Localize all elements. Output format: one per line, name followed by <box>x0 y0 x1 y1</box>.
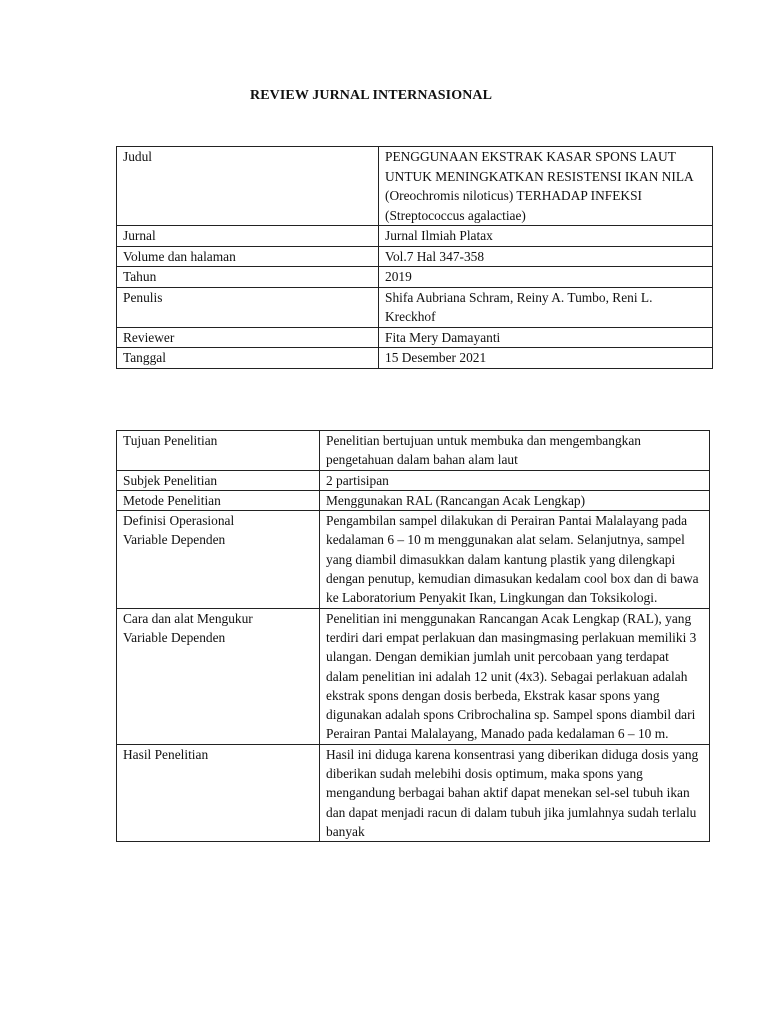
row-value-judul: PENGGUNAAN EKSTRAK KASAR SPONS LAUT UNTUK MENINGKATKAN RESISTENSI IKAN NILA (Oreochromis niloticus) TERHADAP INFEKSI (Streptococcus agalactiae) <box>379 147 713 226</box>
table-row <box>117 511 710 608</box>
row-label-tujuan: Tujuan Penelitian <box>117 431 320 471</box>
row-value-cara: Penelitian ini menggunakan Rancangan Acak Lengkap (RAL), yang terdiri dari empat perlakuan dan masingmasing perlakuan memiliki 3 ulangan. Dengan demikian jumlah unit percobaan yang terdapat dalam penelitian ini adalah 12 unit (4x3). Sebagai perlakuan adalah ekstrak spons dengan dosis berbeda, Ekstrak kasar spons yang digunakan adalah spons Cribrochalina sp. Sampel spons diambil dari Perairan Pantai Malalayang, Manado pada kedalaman 6 – 10 m. <box>320 608 710 744</box>
row-value-jurnal: Jurnal Ilmiah Platax <box>379 226 713 247</box>
table-row <box>117 147 713 226</box>
row-label-tanggal: Tanggal <box>117 348 379 369</box>
row-value-penulis: Shifa Aubriana Schram, Reiny A. Tumbo, Reni L. Kreckhof <box>379 287 713 327</box>
table-row <box>117 287 713 327</box>
table-row <box>117 490 710 510</box>
table-row <box>117 327 713 348</box>
row-value-tanggal: 15 Desember 2021 <box>379 348 713 369</box>
row-label-subjek: Subjek Penelitian <box>117 470 320 490</box>
table-row <box>117 431 710 471</box>
row-label-judul: Judul <box>117 147 379 226</box>
row-value-tahun: 2019 <box>379 267 713 288</box>
row-label-tahun: Tahun <box>117 267 379 288</box>
row-label-metode: Metode Penelitian <box>117 490 320 510</box>
row-value-volume: Vol.7 Hal 347-358 <box>379 246 713 267</box>
table-row <box>117 608 710 744</box>
table-row <box>117 470 710 490</box>
table-row <box>117 246 713 267</box>
row-value-definisi: Pengambilan sampel dilakukan di Perairan Pantai Malalayang pada kedalaman 6 – 10 m menggunakan alat selam. Selanjutnya, sampel yang diambil dimasukkan dalam kantung plastik yang dilengkapi dengan penutup, kemudian dimasukan kedalam cool box dan di bawa ke Laboratorium Penyakit Ikan, Lingkungan dan Toksikologi. <box>320 511 710 608</box>
table-row <box>117 226 713 247</box>
row-value-metode: Menggunakan RAL (Rancangan Acak Lengkap) <box>320 490 710 510</box>
row-label-cara: Cara dan alat Mengukur Variable Dependen <box>117 608 320 744</box>
row-label-reviewer: Reviewer <box>117 327 379 348</box>
row-value-subjek: 2 partisipan <box>320 470 710 490</box>
table-row <box>117 348 713 369</box>
row-label-jurnal: Jurnal <box>117 226 379 247</box>
page-title-text: REVIEW JURNAL INTERNASIONAL <box>250 88 493 103</box>
table-row <box>117 744 710 841</box>
journal-info-table <box>116 146 713 369</box>
row-value-tujuan: Penelitian bertujuan untuk membuka dan mengembangkan pengetahuan dalam bahan alam laut <box>320 431 710 471</box>
row-value-hasil: Hasil ini diduga karena konsentrasi yang diberikan diduga dosis yang diberikan sudah melebihi dosis optimum, maka spons yang mengandung berbagai bahan aktif dapat menekan sel-sel tubuh ikan dan dapat menjadi racun di dalam tubuh jika jumlahnya sudah terlalu banyak <box>320 744 710 841</box>
row-label-volume: Volume dan halaman <box>117 246 379 267</box>
row-label-hasil: Hasil Penelitian <box>117 744 320 841</box>
review-table <box>116 430 710 842</box>
row-label-penulis: Penulis <box>117 287 379 327</box>
row-label-definisi: Definisi Operasional Variable Dependen <box>117 511 320 608</box>
table-row <box>117 267 713 288</box>
row-value-reviewer: Fita Mery Damayanti <box>379 327 713 348</box>
